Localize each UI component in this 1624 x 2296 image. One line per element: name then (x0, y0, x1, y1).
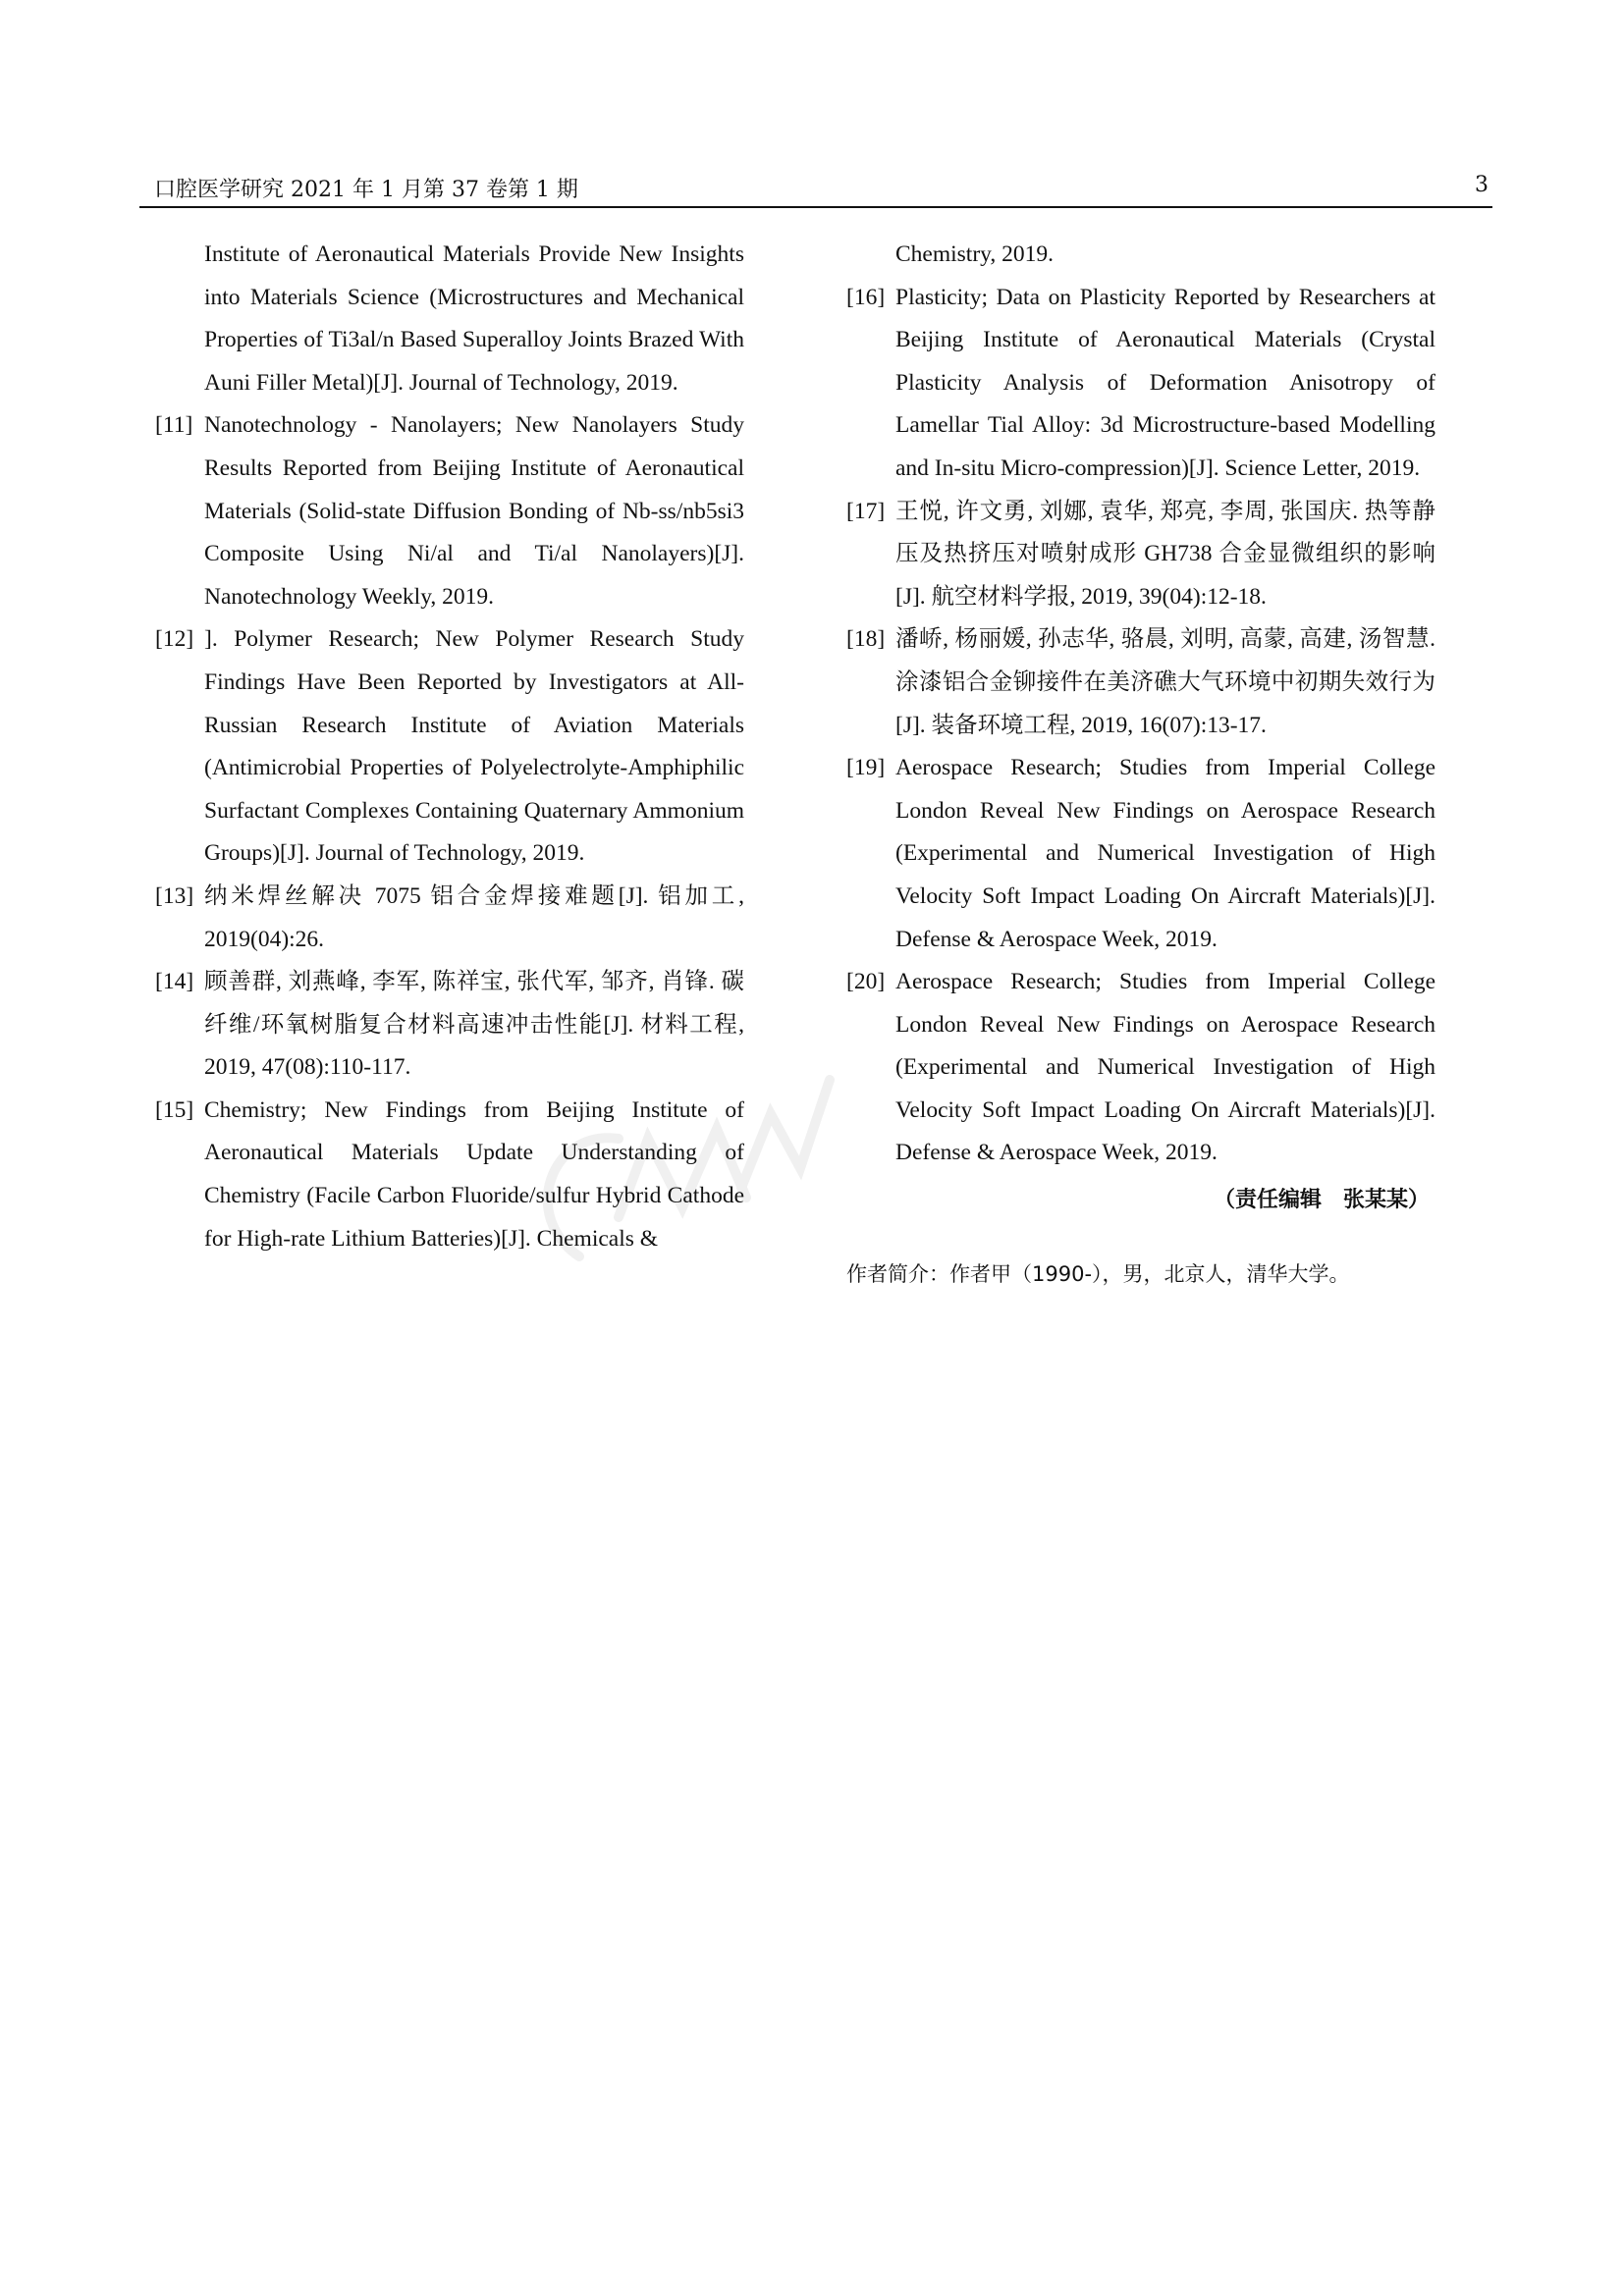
reference-text: 潘峤, 杨丽媛, 孙志华, 骆晨, 刘明, 高蒙, 高建, 汤智慧. 涂漆铝合金铆接件在美济礁大气环境中初期失效行为[J]. 装备环境工程, 2019, 16(07):13-17. (895, 626, 1435, 738)
reference-text: Nanotechnology - Nanolayers; New Nanolayers Study Results Reported from Beijing Institute of Aeronautical Materials (Solid-state Diffusion Bonding of Nb-ss/nb5si3 Composite Using Ni/al and Ti/al Nanolayers)[J]. Nanotechnology Weekly, 2019. (204, 412, 744, 610)
reference-number: [17] (846, 498, 886, 524)
reference-text: 王悦, 许文勇, 刘娜, 袁华, 郑亮, 李周, 张国庆. 热等静压及热挤压对喷射成形 GH738 合金显微组织的影响[J]. 航空材料学报, 2019, 39(04):12-18. (895, 498, 1435, 610)
reference-number: [12] (155, 626, 194, 653)
reference-item (846, 747, 1435, 961)
author-bio: 作者简介：作者甲（1990-），男，北京人，清华大学。 (846, 1262, 1350, 1287)
reference-item (155, 404, 744, 618)
page-number: 3 (1475, 173, 1489, 197)
reference-item (846, 277, 1435, 491)
running-header (139, 171, 1492, 208)
reference-text: 纳米焊丝解决 7075 铝合金焊接难题[J]. 铝加工, 2019(04):26. (204, 882, 744, 952)
reference-number: [16] (846, 284, 886, 310)
reference-number: [19] (846, 755, 886, 781)
reference-item (155, 618, 744, 876)
reference-text: ]. Polymer Research; New Polymer Research Study Findings Have Been Reported by Investigators at All-Russian Research Institute of Aviation Materials (Antimicrobial Properties of Polyelectrolyte-Amphiphilic Surfactant Complexes Containing Quaternary Ammonium Groups)[J]. Journal of Technology, 2019. (204, 626, 744, 867)
reference-item (846, 491, 1435, 619)
reference-text: Aerospace Research; Studies from Imperial College London Reveal New Findings on Aerospace Research (Experimental and Numerical Investigation of High Velocity Soft Impact Loading On Aircraft Materials)[J]. Defense & Aerospace Week, 2019. (895, 969, 1435, 1166)
references-left-column (155, 234, 744, 1260)
reference-number: [15] (155, 1096, 194, 1123)
reference-item (155, 1090, 744, 1260)
reference-number: [18] (846, 626, 886, 653)
reference-item (155, 961, 744, 1090)
reference-number: [11] (155, 412, 193, 439)
reference-text: Institute of Aeronautical Materials Provide New Insights into Materials Science (Microstructures and Mechanical Properties of Ti3al/n Based Superalloy Joints Brazed With Auni Filler Metal)[J]. Journal of Technology, 2019. (204, 241, 744, 396)
reference-text: Chemistry, 2019. (895, 241, 1055, 267)
reference-item (846, 618, 1435, 747)
reference-text: Plasticity; Data on Plasticity Reported by Researchers at Beijing Institute of Aeronautical Materials (Crystal Plasticity Analysis of Deformation Anisotropy of Lamellar Tial Alloy: 3d Microstructure-based Modelling and In-situ Micro-compression)[J]. Science Letter, 2019. (895, 284, 1435, 481)
references-right-column (846, 234, 1435, 1289)
reference-number: [20] (846, 969, 886, 995)
journal-issue-label: 口腔医学研究 2021 年 1 月第 37 卷第 1 期 (154, 178, 578, 202)
reference-item (846, 234, 1435, 277)
reference-number: [13] (155, 882, 194, 909)
reference-text: Chemistry; New Findings from Beijing Institute of Aeronautical Materials Update Understanding of Chemistry (Facile Carbon Fluoride/sulfur Hybrid Cathode for High-rate Lithium Batteries)[J]. Chemicals & (204, 1096, 744, 1252)
reference-text: Aerospace Research; Studies from Imperial College London Reveal New Findings on Aerospace Research (Experimental and Numerical Investigation of High Velocity Soft Impact Loading On Aircraft Materials)[J]. Defense & Aerospace Week, 2019. (895, 755, 1435, 952)
reference-item (155, 234, 744, 404)
responsible-editor: （责任编辑 张某某） (1213, 1188, 1430, 1213)
reference-item (846, 961, 1435, 1175)
reference-text: 顾善群, 刘燕峰, 李军, 陈祥宝, 张代军, 邹齐, 肖锋. 碳纤维/环氧树脂复合材料高速冲击性能[J]. 材料工程, 2019, 47(08):110-117. (204, 969, 744, 1081)
reference-item (155, 876, 744, 961)
reference-number: [14] (155, 969, 194, 995)
